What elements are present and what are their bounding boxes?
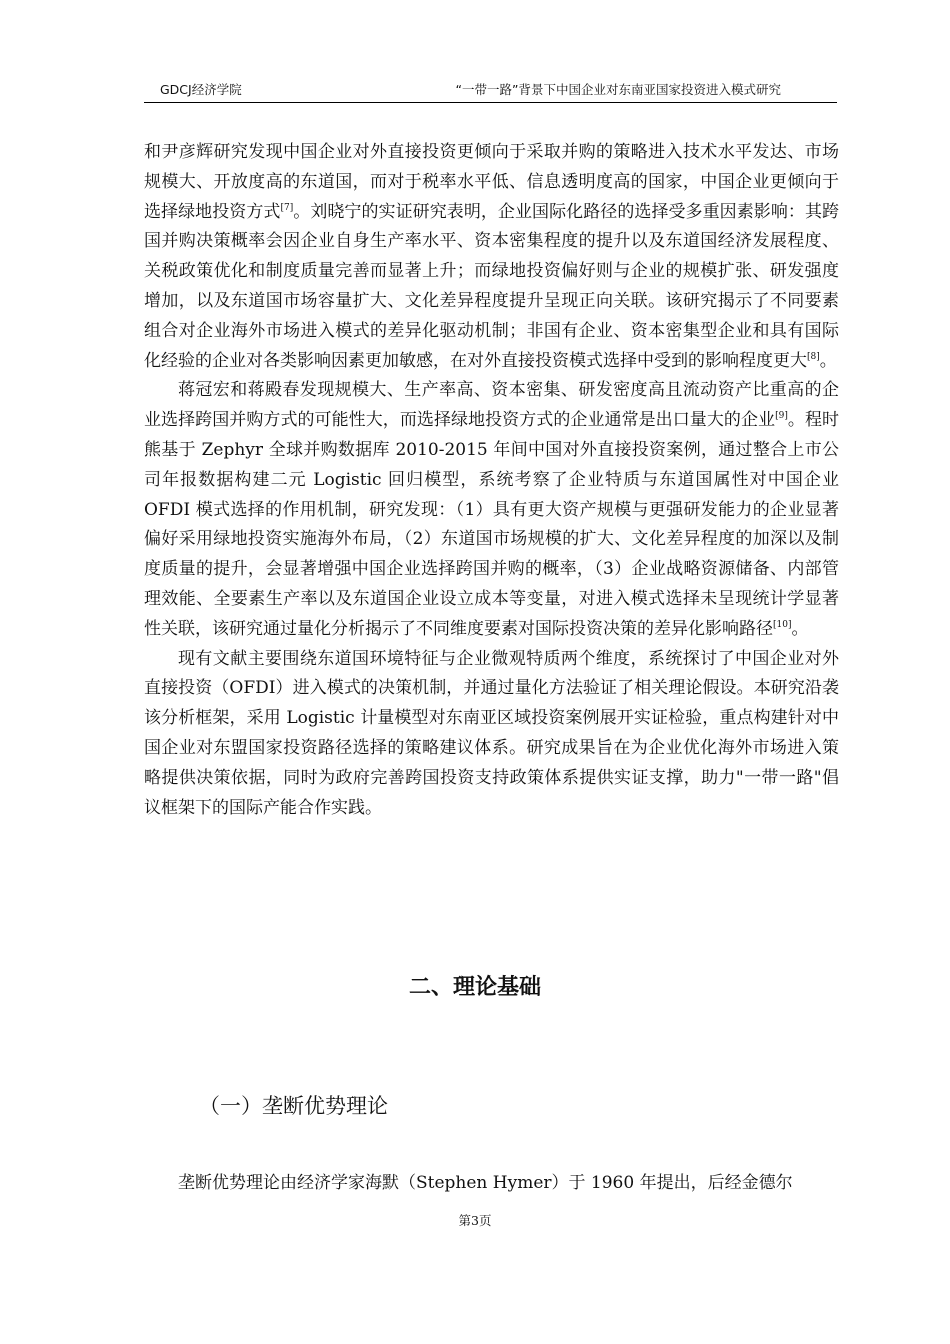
paragraph-3: 现有文献主要围绕东道国环境特征与企业微观特质两个维度，系统探讨了中国企业对外直接投资（OFDI）进入模式的决策机制，并通过量化方法验证了相关理论假设。本研究沿袭该分析框架，采用 Logistic 计量模型对东南亚区域投资案例展开实证检验，重点构建针对中国企业对东盟国家投资路径选择的策略建议体系。研究成果旨在为企业优化海外市场进入策略提供决策依据，同时为政府完善跨国投资支持政策体系提供实证支撑，助力"一带一路"倡议框架下的国际产能合作实践。 [144, 648, 839, 818]
subsection-heading: （一）垄断优势理论 [199, 1094, 388, 1118]
citation-7: [7] [280, 202, 294, 213]
paragraph-2-text-a: 蒋冠宏和蒋殿春发现规模大、生产率高、资本密集、研发密度高且流动资产比重高的企业选择跨国并购方式的可能性大，而选择绿地投资方式的企业通常是出口量大的企业 [144, 380, 839, 431]
paragraph-2-text-b: 。程时熊基于 Zephyr 全球并购数据库 2010-2015 年间中国对外直接投资案例，通过整合上市公司年报数据构建二元 Logistic 回归模型，系统考察了企业特质与东道国属性对中国企业 OFDI 模式选择的作用机制，研究发现：（1）具有更大资产规模与更强研发能力的企业显著偏好采用绿地投资实施海外布局，（2）东道国市场规模的扩大、文化差异程度的加深以及制度质量的提升，会显著增强中国企业选择跨国并购的概率，（3）企业战略资源储备、内部管理效能、全要素生产率以及东道国企业设立成本等变量，对进入模式选择未呈现统计学显著性关联，该研究通过量化分析揭示了不同维度要素对国际投资决策的差异化影响路径 [144, 410, 840, 639]
paragraph-1 [144, 138, 839, 376]
citation-9: [9] [775, 411, 788, 422]
page-header [144, 78, 837, 103]
paragraph-2-text-c: 。 [791, 618, 809, 639]
paragraph-1-text-b: 。刘晓宁的实证研究表明，企业国际化路径的选择受多重因素影响：其跨国并购决策概率会因企业自身生产率水平、资本密集程度的提升以及东道国经济发展程度、关税政策优化和制度质量完善而显著上升；而绿地投资偏好则与企业的规模扩张、研发强度增加，以及东道国市场容量扩大、文化差异程度提升呈现正向关联。该研究揭示了不同要素组合对企业海外市场进入模式的差异化驱动机制；非国有企业、资本密集型企业和具有国际化经验的企业对各类影响因素更加敏感，在对外直接投资模式选择中受到的影响程度更大 [144, 201, 840, 371]
header-institution: GDCJ经济学院 [160, 82, 242, 97]
header-paper-title: “一带一路”背景下中国企业对东南亚国家投资进入模式研究 [455, 82, 781, 97]
citation-8: [8] [807, 351, 820, 362]
paragraph-1-text-c: 。 [819, 350, 837, 371]
citation-10: [10] [773, 619, 792, 630]
paragraph-4: 垄断优势理论由经济学家海默（Stephen Hymer）于 1960 年提出，后经金德尔 [178, 1173, 793, 1193]
page-number: 第3页 [458, 1213, 492, 1228]
paragraph-1-text-a: 和尹彦辉研究发现中国企业对外直接投资更倾向于采取并购的策略进入技术水平发达、市场规模大、开放度高的东道国，而对于税率水平低、信息透明度高的国家，中国企业更倾向于选择绿地投资方式 [144, 142, 839, 222]
paragraph-2 [144, 376, 839, 644]
body-text [144, 138, 839, 823]
section-heading: 二、理论基础 [408, 975, 541, 1000]
